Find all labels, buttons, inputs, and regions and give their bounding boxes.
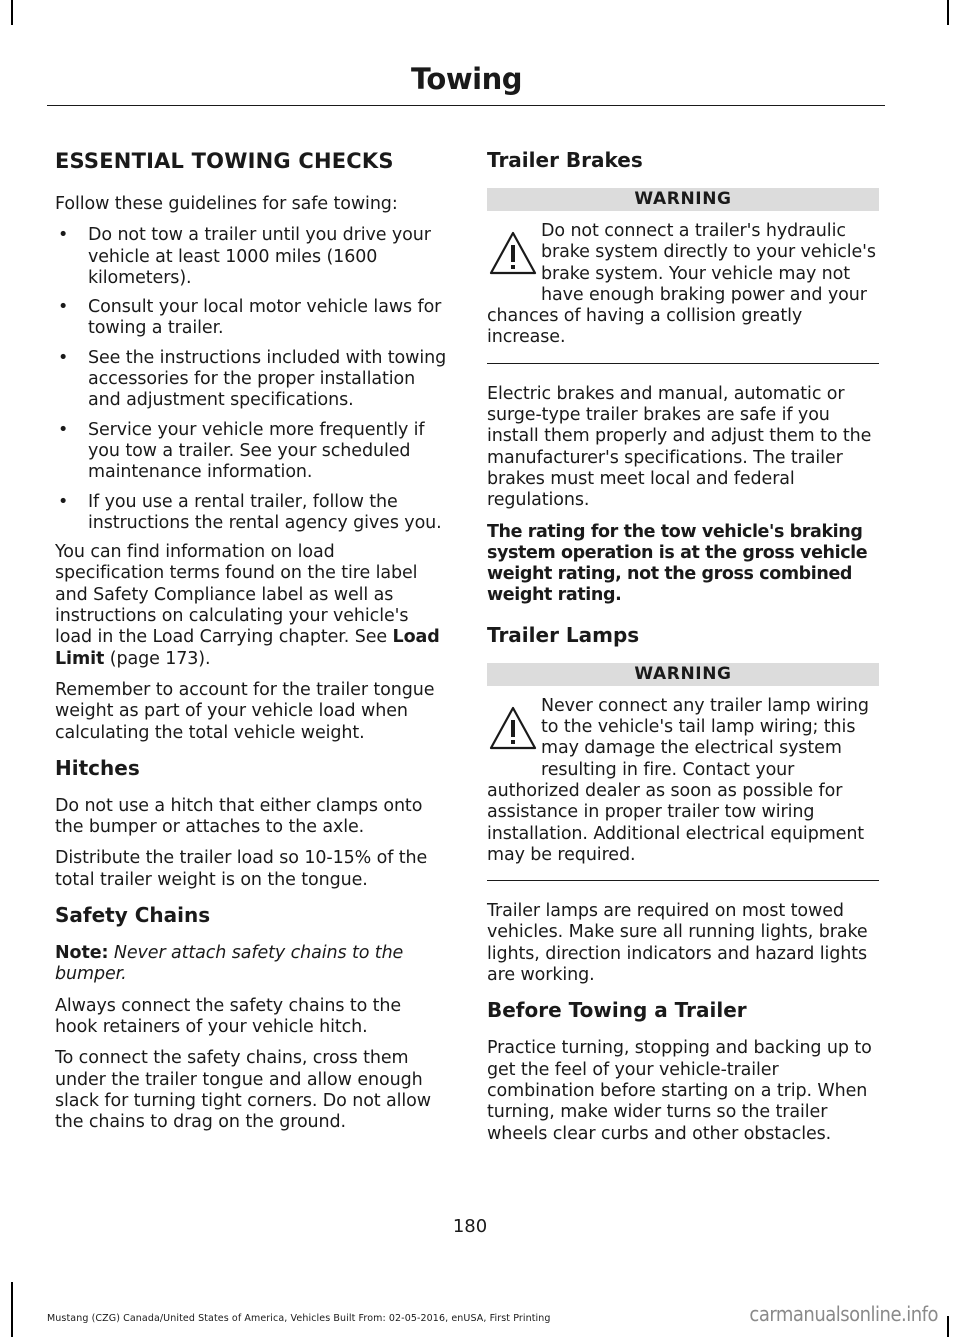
- lamps-warning: Never connect any trailer lamp wiring to the vehicle's tail lamp wiring; this may damage the electrical system resulting in fire. Contact your authorized dealer as soon as possible for assistance in proper trailer tow wiring installation. Additional electrical equipment may be required.: [487, 695, 869, 865]
- watermark: carmanualsonline.info: [749, 1302, 938, 1326]
- warning-banner: WARNING: [487, 663, 879, 686]
- hitches-paragraph-1: Do not use a hitch that either clamps onto the bumper or attaches to the axle.: [55, 795, 423, 838]
- before-towing-paragraph: Practice turning, stopping and backing up to get the feel of your vehicle-trailer combination before starting on a trip. When turning, make wider turns so the trailer wheels clear curbs and other obstacles.: [487, 1038, 872, 1144]
- page-number: 180: [452, 1216, 488, 1237]
- brakes-paragraph: Electric brakes and manual, automatic or surge-type trailer brakes are safe if you install them properly and adjust them to the manufacturer's specifications. The trailer brakes must meet local and federal regulations.: [487, 383, 872, 511]
- lamps-paragraph: Trailer lamps are required on most towed vehicles. Make sure all running lights, brake lights, direction indicators and hazard lights are working.: [487, 901, 868, 986]
- warning-banner: WARNING: [487, 188, 879, 211]
- header-rule: [47, 105, 885, 106]
- hitches-paragraph-2: Distribute the trailer load so 10-15% of the total trailer weight is on the tongue.: [55, 848, 428, 890]
- brakes-rating-statement: The rating for the tow vehicle's braking system operation is at the gross vehicle weight rating, not the gross combined weight rating.: [487, 521, 868, 606]
- guidelines-list: [55, 225, 447, 534]
- chains-note: Note: Never attach safety chains to the bumper.: [55, 943, 404, 985]
- load-limit-link[interactable]: Load Limit: [55, 627, 440, 669]
- tongue-weight-paragraph: Remember to account for the trailer tongue weight as part of your vehicle load when calculating the total vehicle weight.: [55, 679, 435, 743]
- section-heading-before-towing: Before Towing a Trailer: [487, 998, 747, 1023]
- warning-triangle-icon: [487, 698, 539, 760]
- page-header-title: Towing: [411, 62, 522, 96]
- warning-rule: [487, 880, 879, 881]
- list-item: • See the instructions included with towing accessories for the proper installation and adjustment specifications.: [58, 347, 447, 411]
- warning-rule: [487, 363, 879, 364]
- chains-paragraph-1: Always connect the safety chains to the hook retainers of your vehicle hitch.: [55, 995, 402, 1037]
- chains-paragraph-2: To connect the safety chains, cross them under the trailer tongue and allow enough slack for turning tight corners. Do not allow the chains to drag on the ground.: [55, 1048, 431, 1133]
- list-item: • Consult your local motor vehicle laws for towing a trailer.: [58, 297, 442, 339]
- section-heading-hitches: Hitches: [55, 755, 140, 780]
- bullet-glyph: •: [58, 347, 69, 368]
- list-item: • If you use a rental trailer, follow the instructions the rental agency gives you.: [58, 491, 442, 533]
- crop-mark-top-right: [947, 0, 949, 25]
- bullet-glyph: •: [58, 297, 69, 318]
- brakes-warning: Do not connect a trailer's hydraulic brake system directly to your vehicle's brake system. Your vehicle may not have enough braking power and your chances of having a collision greatly increase.: [487, 221, 876, 348]
- bullet-glyph: •: [58, 225, 69, 246]
- section-heading-essential-towing-checks: ESSENTIAL TOWING CHECKS: [55, 149, 394, 173]
- section-heading-trailer-lamps: Trailer Lamps: [487, 622, 640, 647]
- crop-mark-bottom-right: [947, 1316, 949, 1337]
- section-heading-trailer-brakes: Trailer Brakes: [487, 148, 643, 172]
- bullet-glyph: •: [58, 491, 69, 512]
- bullet-glyph: •: [58, 419, 69, 440]
- crop-mark-bottom-left: [11, 1282, 13, 1337]
- list-item: • Do not tow a trailer until you drive your vehicle at least 1000 miles (1600 kilometers).: [58, 225, 431, 288]
- intro-paragraph: Follow these guidelines for safe towing:: [55, 194, 398, 214]
- warning-triangle-icon: [487, 223, 539, 285]
- load-paragraph: You can find information on load specification terms found on the tire label and Safety Compliance label as well as instructions on calculating your vehicle's load in the Load Carrying chapter. See Load Limit (page 173).: [55, 542, 440, 669]
- crop-mark-top-left: [11, 0, 13, 25]
- right-column: [487, 146, 879, 1155]
- footer-text: Mustang (CZG) Canada/United States of America, Vehicles Built From: 02-05-2016, enUSA, First Printing: [47, 1313, 551, 1324]
- section-heading-safety-chains: Safety Chains: [55, 903, 211, 928]
- list-item: • Service your vehicle more frequently if you tow a trailer. See your scheduled maintenance information.: [58, 419, 425, 483]
- left-column: [55, 146, 447, 1143]
